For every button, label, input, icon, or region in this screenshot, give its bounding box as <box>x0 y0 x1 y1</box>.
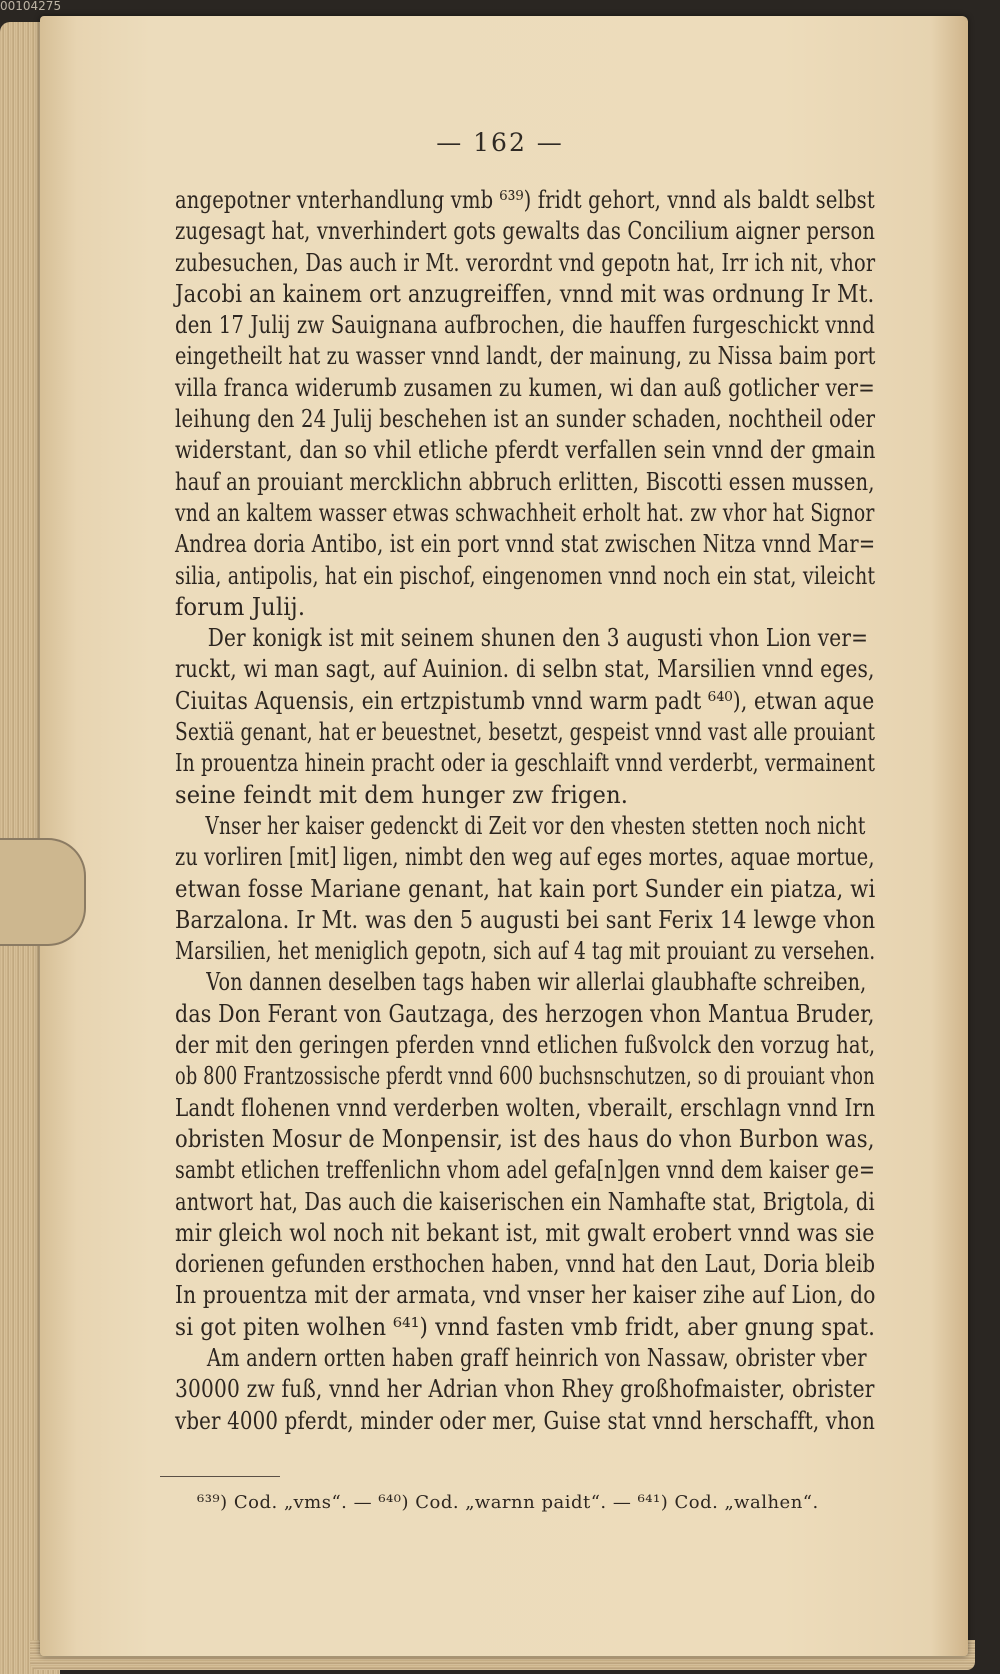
text-line: das Don Ferant von Gautzaga, des herzogen vhon Mantua Bruder, <box>175 998 875 1028</box>
text-line: vnd an kaltem wasser etwas schwachheit erholt hat. zw vhor hat Signor <box>175 497 875 527</box>
text-line: Von dannen deselben tags haben wir allerlai glaubhafte schreiben, <box>206 967 867 997</box>
text-line: Andrea doria Antibo, ist ein port vnnd stat zwischen Nitza vnnd Mar= <box>175 529 876 559</box>
text-line: hauf an prouiant mercklichn abbruch erlitten, Biscotti essen mussen, <box>175 466 875 496</box>
text-line: mir gleich wol noch nit bekant ist, mit gwalt erobert vnnd was sie <box>175 1217 875 1247</box>
text-line: Marsilien, het meniglich gepotn, sich auf 4 tag mit prouiant zu versehen. <box>175 936 876 966</box>
text-line: dorienen gefunden ersthochen haben, vnnd hat den Laut, Doria bleib <box>175 1249 876 1279</box>
footnotes: ⁶³⁹) Cod. „vms“. — ⁶⁴⁰) Cod. „warnn paidt“. — ⁶⁴¹) Cod. „walhen“. <box>197 1492 819 1513</box>
text-line: si got piten wolhen ⁶⁴¹) vnnd fasten vmb fridt, aber gnung spat. <box>175 1311 876 1341</box>
scan-id: 00104275 <box>0 0 62 12</box>
text-line: etwan fosse Mariane genant, hat kain port Sunder ein piatza, wi <box>175 873 876 903</box>
text-line: vber 4000 pferdt, minder oder mer, Guise stat vnnd herschafft, vhon <box>175 1405 876 1435</box>
text-line: seine feindt mit dem hunger zw frigen. <box>175 779 629 809</box>
text-line: Barzalona. Ir Mt. was den 5 augusti bei sant Ferix 14 lewge vhon <box>175 904 876 934</box>
paragraph <box>175 622 935 810</box>
text-line: In prouentza mit der armata, vnd vnser her kaiser zihe auf Lion, do <box>175 1280 876 1310</box>
footnote-rule <box>160 1476 280 1477</box>
text-line: ob 800 Frantzossische pferdt vnnd 600 buchsnschutzen, so di prouiant vhon <box>175 1061 875 1091</box>
text-line: Landt flohenen vnnd verderben wolten, vberailt, erschlagn vnnd Irn <box>175 1092 876 1122</box>
text-line: zubesuchen, Das auch ir Mt. verordnt vnd gepotn hat, Irr ich nit, vhor <box>175 247 876 277</box>
text-line: villa franca widerumb zusamen zu kumen, wi dan auß gotlicher ver= <box>175 372 875 402</box>
text-line: 30000 zw fuß, vnnd her Adrian vhon Rhey großhofmaister, obrister <box>175 1374 875 1404</box>
paragraph <box>175 966 935 1342</box>
text-line: zugesagt hat, vnverhindert gots gewalts das Concilium aigner person <box>175 216 876 246</box>
text-line: sambt etlichen treffenlichn vhom adel gefa[n]gen vnnd dem kaiser ge= <box>175 1155 876 1185</box>
text-line: Am andern ortten haben graff heinrich von Nassaw, obrister vber <box>206 1342 867 1372</box>
text-line: der mit den geringen pferden vnnd etlichen fußvolck den vorzug hat, <box>175 1030 876 1060</box>
text-line: silia, antipolis, hat ein pischof, eingenomen vnnd noch ein stat, vileicht <box>175 560 876 590</box>
text-line: leihung den 24 Julij beschehen ist an sunder schaden, nochtheil oder <box>175 404 876 434</box>
text-line: angepotner vnterhandlung vmb ⁶³⁹) fridt gehort, vnnd als baldt selbst <box>175 185 875 214</box>
paragraph <box>175 184 935 622</box>
text-line: ruckt, wi man sagt, auf Auinion. di selbn stat, Marsilien vnnd eges, <box>175 654 875 684</box>
text-line: obristen Mosur de Monpensir, ist des haus do vhon Burbon was, <box>175 1123 875 1153</box>
text-line: forum Julij. <box>175 591 306 621</box>
text-line: den 17 Julij zw Sauignana aufbrochen, die hauffen furgeschickt vnnd <box>175 310 875 340</box>
text-line: Ciuitas Aquensis, ein ertzpistumb vnnd warm padt ⁶⁴⁰), etwan aque <box>175 685 875 715</box>
text-line: zu vorliren [mit] ligen, nimbt den weg auf eges mortes, aquae mortue, <box>175 842 875 872</box>
text-line: Vnser her kaiser gedenckt di Zeit vor den vhesten stetten noch nicht <box>205 810 866 840</box>
paragraph <box>175 810 935 966</box>
page-number: — 162 — <box>436 128 564 157</box>
text-line: In prouentza hinein pracht oder ia geschlaift vnnd verderbt, vermainent <box>175 748 876 778</box>
text-line: Jacobi an kainem ort anzugreiffen, vnnd mit was ordnung Ir Mt. <box>175 278 875 308</box>
bookmark-tab <box>0 838 86 946</box>
text-line: antwort hat, Das auch die kaiserischen ein Namhafte stat, Brigtola, di <box>175 1186 875 1216</box>
body-text <box>175 184 935 1436</box>
text-line: Sextiä genant, hat er beuestnet, besetzt, gespeist vnnd vast alle prouiant <box>175 717 876 747</box>
text-line: widerstant, dan so vhil etliche pferdt verfallen sein vnnd der gmain <box>175 435 876 465</box>
paragraph <box>175 1342 935 1436</box>
text-line: Der konigk ist mit seinem shunen den 3 augusti vhon Lion ver= <box>207 623 869 653</box>
text-line: eingetheilt hat zu wasser vnnd landt, der mainung, zu Nissa baim port <box>175 341 876 371</box>
